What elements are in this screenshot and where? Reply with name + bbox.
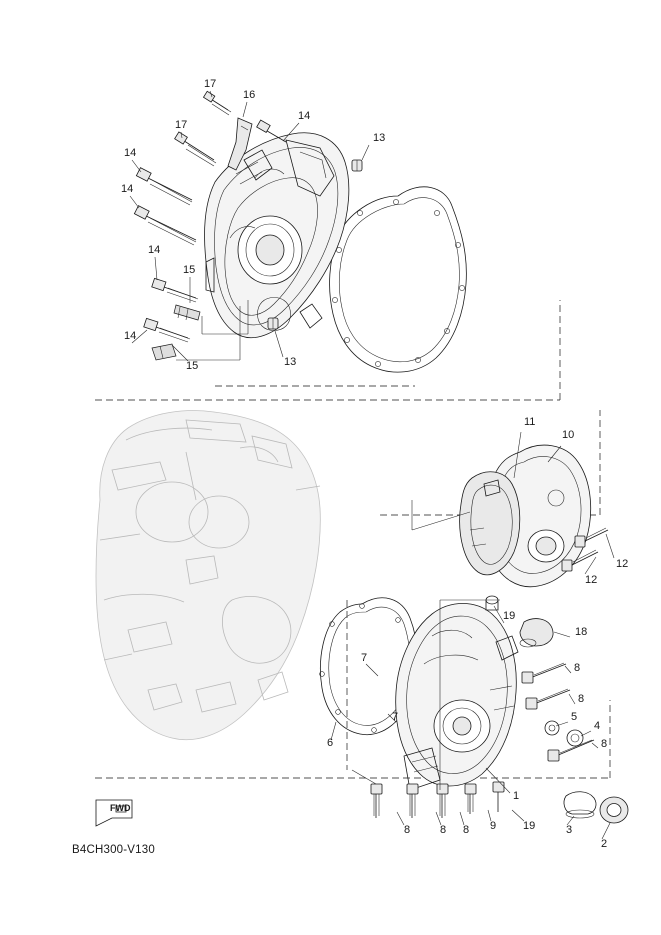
callout-12: 12 <box>616 558 629 570</box>
bolt-14-b <box>136 168 192 205</box>
callout-12: 12 <box>585 574 598 586</box>
callout-3: 3 <box>566 824 573 836</box>
callout-8: 8 <box>404 824 411 836</box>
callout-18: 18 <box>575 626 588 638</box>
bolt-8-right-a <box>522 663 566 683</box>
bolt-17-a <box>203 91 231 115</box>
bolt-14-e <box>144 318 190 342</box>
gasket-upper <box>330 187 467 372</box>
dowel-13-b <box>268 318 278 329</box>
bolt-8-bottom-c <box>437 784 448 818</box>
bolt-14-c <box>134 206 196 245</box>
cap-2 <box>600 797 628 823</box>
clip-15-a <box>174 305 200 320</box>
callout-14: 14 <box>121 183 134 195</box>
callout-16: 16 <box>243 89 256 101</box>
bolt-9-bottom <box>465 784 476 814</box>
callout-14: 14 <box>148 244 161 256</box>
dowel-13-a <box>352 160 362 171</box>
callout-17: 17 <box>175 119 188 131</box>
callout-9: 9 <box>490 820 497 832</box>
callout-19: 19 <box>503 610 516 622</box>
callout-15: 15 <box>183 264 196 276</box>
bolt-19-bottom <box>493 782 504 812</box>
callout-7: 7 <box>392 711 399 723</box>
callout-6: 6 <box>327 737 334 749</box>
engine-block-ghost <box>96 411 320 740</box>
callout-15: 15 <box>186 360 199 372</box>
bolt-8-right-b <box>526 689 570 709</box>
plug-19 <box>486 596 498 610</box>
callout-14: 14 <box>124 330 137 342</box>
callout-14: 14 <box>298 110 311 122</box>
bolt-17-b <box>175 132 216 166</box>
washer-5 <box>545 721 559 735</box>
callout-11: 11 <box>524 416 536 428</box>
bolt-8-bottom-b <box>407 784 418 818</box>
callout-7: 7 <box>361 652 368 664</box>
callout-13: 13 <box>284 356 297 368</box>
bolt-14-d <box>152 278 198 302</box>
callout-17: 17 <box>204 78 217 90</box>
part-code-label: B4CH300-V130 <box>72 844 155 856</box>
seal-4 <box>567 730 583 746</box>
fwd-label: FWD <box>110 803 131 813</box>
callout-5: 5 <box>571 711 578 723</box>
callout-14: 14 <box>124 147 137 159</box>
callout-8: 8 <box>440 824 447 836</box>
bolt-8-bottom-a <box>371 784 382 818</box>
callout-4: 4 <box>594 720 601 732</box>
callout-8: 8 <box>601 738 608 750</box>
oring-18 <box>520 619 553 647</box>
callout-2: 2 <box>601 838 608 850</box>
callout-8: 8 <box>574 662 581 674</box>
callout-8: 8 <box>578 693 585 705</box>
callout-8: 8 <box>463 824 470 836</box>
callout-1: 1 <box>513 790 520 802</box>
callout-10: 10 <box>562 429 575 441</box>
upper-cover-assembly <box>205 133 349 338</box>
callout-13: 13 <box>373 132 386 144</box>
cap-3 <box>564 792 596 818</box>
callout-19: 19 <box>523 820 536 832</box>
clip-15-b <box>152 344 176 360</box>
